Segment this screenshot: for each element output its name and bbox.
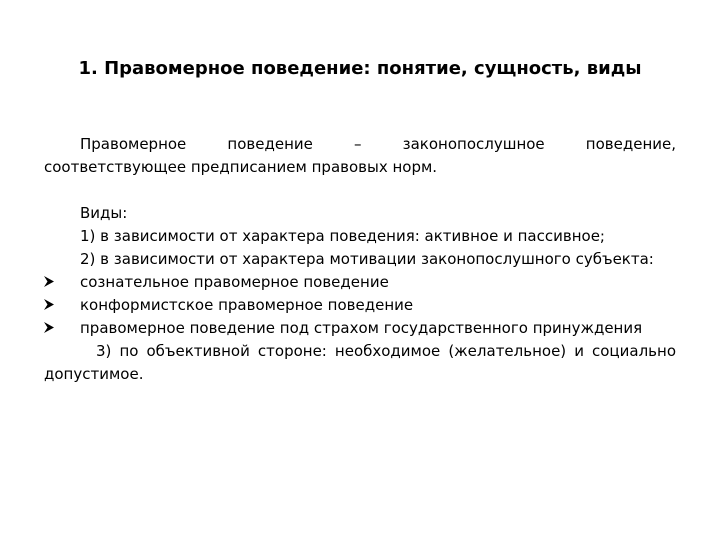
motivation-bullet-list — [44, 271, 676, 340]
arrowhead-bullet-icon — [44, 276, 54, 287]
bullet-text: правомерное поведение под страхом государственного принуждения — [80, 319, 643, 337]
type-item-3: 3) по объективной стороне: необходимое (желательное) и социально допустимое. — [44, 342, 676, 383]
bullet-item — [44, 317, 676, 340]
bullet-item — [44, 294, 676, 317]
bullet-text: сознательное правомерное поведение — [80, 273, 389, 291]
slide-body — [44, 133, 676, 386]
spacer — [44, 179, 676, 202]
bullet-text: конформистское правомерное поведение — [80, 296, 414, 314]
arrowhead-bullet-icon — [44, 322, 54, 333]
arrowhead-bullet-icon — [44, 299, 54, 310]
types-heading: Виды: — [80, 204, 128, 222]
bullet-item — [44, 271, 676, 294]
definition-paragraph: Правомерное поведение – законопослушное поведение, соответствующее предписанием правовых норм. — [44, 135, 676, 176]
type-item-2: 2) в зависимости от характера мотивации законопослушного субъекта: — [80, 250, 654, 268]
type-item-1: 1) в зависимости от характера поведения: активное и пассивное; — [80, 227, 605, 245]
slide-title: 1. Правомерное поведение: понятие, сущность, виды — [78, 58, 642, 79]
